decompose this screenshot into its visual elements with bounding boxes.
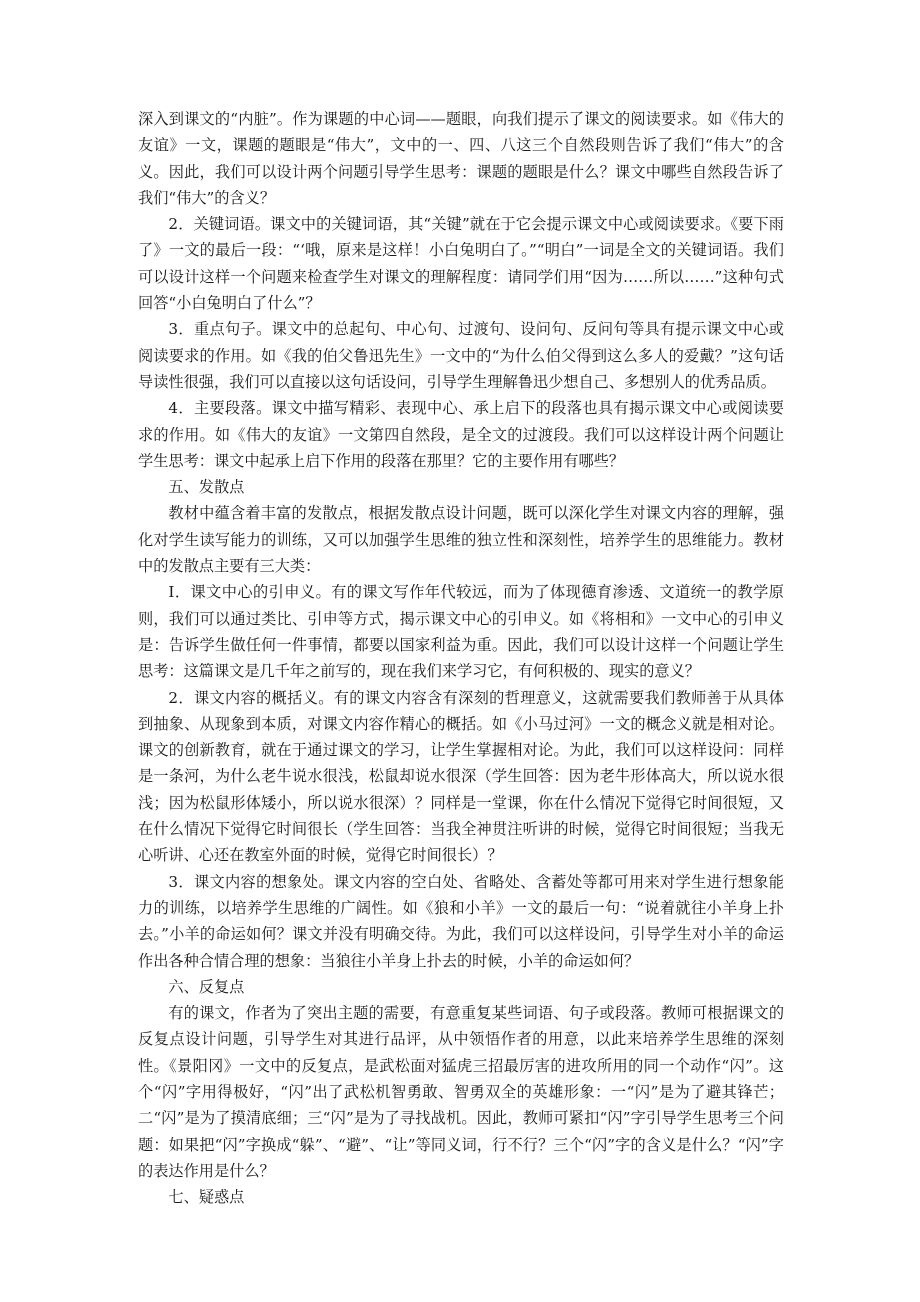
- paragraph-key-sentences: 3．重点句子。课文中的总起句、中心句、过渡句、设问句、反问句等具有提示课文中心或阅读要求的作用。如《我的伯父鲁迅先生》一文中的“为什么伯父得到这么多人的爱戴？”这句话导读性很强，我们可以直接以这句话设问，引导学生理解鲁迅少想自己、多想别人的优秀品质。: [138, 320, 784, 391]
- section-heading-repetition: 六、反复点: [168, 977, 245, 996]
- document-page: [138, 106, 784, 1210]
- paragraph-key-words: 2．关键词语。课文中的关键词语，其“关键”就在于它会提示课文中心或阅读要求。《要下雨了》一文的最后一段：“‘哦，原来是这样！小白兔明白了。”“明白”一词是全文的关键词语。我们可以设计这样一个问题来检查学生对课文的理解程度：请同学们用“因为……所以……”这种句式回答“小白兔明白了什么”？: [138, 215, 784, 313]
- paragraph-main-sections: 4．主要段落。课文中描写精彩、表现中心、承上启下的段落也具有揭示课文中心或阅读要求的作用。如《伟大的友谊》一文第四自然段，是全文的过渡段。我们可以这样设计两个问题让学生思考：课文中起承上启下作用的段落在那里？它的主要作用有哪些？: [138, 399, 784, 470]
- paragraph-summarized-meaning: 2．课文内容的概括义。有的课文内容含有深刻的哲理意义，这就需要我们教师善于从具体到抽象、从现象到本质，对课文内容作精心的概括。如《小马过河》一文的概念义就是相对论。课文的创新教育，就在于通过课文的学习，让学生掌握相对论。为此，我们可以这样设问：同样是一条河，为什么老牛说水很浅，松鼠却说水很深（学生回答：因为老牛形体高大，所以说水很浅；因为松鼠形体矮小，所以说水很深）？同样是一堂课，你在什么情况下觉得它时间很短，又在什么情况下觉得它时间很长（学生回答：当我全神贯注听讲的时候，觉得它时间很短；当我无心听讲、心还在教室外面的时候，觉得它时间很长）？: [138, 688, 784, 865]
- section-heading-divergence: 五、发散点: [168, 478, 245, 497]
- paragraph-extended-meaning: I．课文中心的引申义。有的课文写作年代较远，而为了体现德育渗透、文道统一的教学原则，我们可以通过类比、引申等方式，揭示课文中心的引申义。如《将相和》一文中心的引申义是：告诉学生做任何一件事情，都要以国家利益为重。因此，我们可以设计这样一个问题让学生思考：这篇课文是几千年之前写的，现在我们来学习它，有何积极的、现实的意义？: [138, 583, 784, 681]
- paragraph-intro-continuation: 深入到课文的“内脏”。作为课题的中心词——题眼，向我们提示了课文的阅读要求。如《伟大的友谊》一文，课题的题眼是“伟大”，文中的一、四、八这三个自然段则告诉了我们“伟大”的含义。因此，我们可以设计两个问题引导学生思考：课题的题眼是什么？课文中哪些自然段告诉了我们“伟大”的含义？: [138, 110, 784, 207]
- paragraph-repetition: 有的课文，作者为了突出主题的需要，有意重复某些词语、句子或段落。教师可根据课文的反复点设计问题，引导学生对其进行品评，从中领悟作者的用意，以此来培养学生思维的深刻性。《景阳冈》一文中的反复点，是武松面对猛虎三招最厉害的进攻所用的同一个动作“闪”。这个“闪”字用得极好，“闪”出了武松机智勇敢、智勇双全的英雄形象：一“闪”是为了避其锋芒；二“闪”是为了摸清底细；三“闪”是为了寻找战机。因此，教师可紧扣“闪”字引导学生思考三个问题：如果把“闪”字换成“躲”、“避”、“让”等同义词，行不行？三个“闪”字的含义是什么？“闪”字的表达作用是什么？: [138, 1004, 784, 1180]
- section-heading-doubt: 七、疑惑点: [168, 1188, 245, 1207]
- paragraph-divergence-intro: 教材中蕴含着丰富的发散点，根据发散点设计问题，既可以深化学生对课文内容的理解，强化对学生读写能力的训练，又可以加强学生思维的独立性和深刻性，培养学生的思维能力。教材中的发散点主要有三大类：: [138, 504, 784, 576]
- paragraph-imagination: 3．课文内容的想象处。课文内容的空白处、省略处、含蓄处等都可用来对学生进行想象能力的训练，以培养学生思维的广阔性。如《狼和小羊》一文的最后一句：“说着就往小羊身上扑去。”小羊的命运如何？课文并没有明确交待。为此，我们可以这样设问，引导学生对小羊的命运作出各种合情合理的想象：当狼往小羊身上扑去的时候，小羊的命运如何？: [138, 872, 784, 970]
